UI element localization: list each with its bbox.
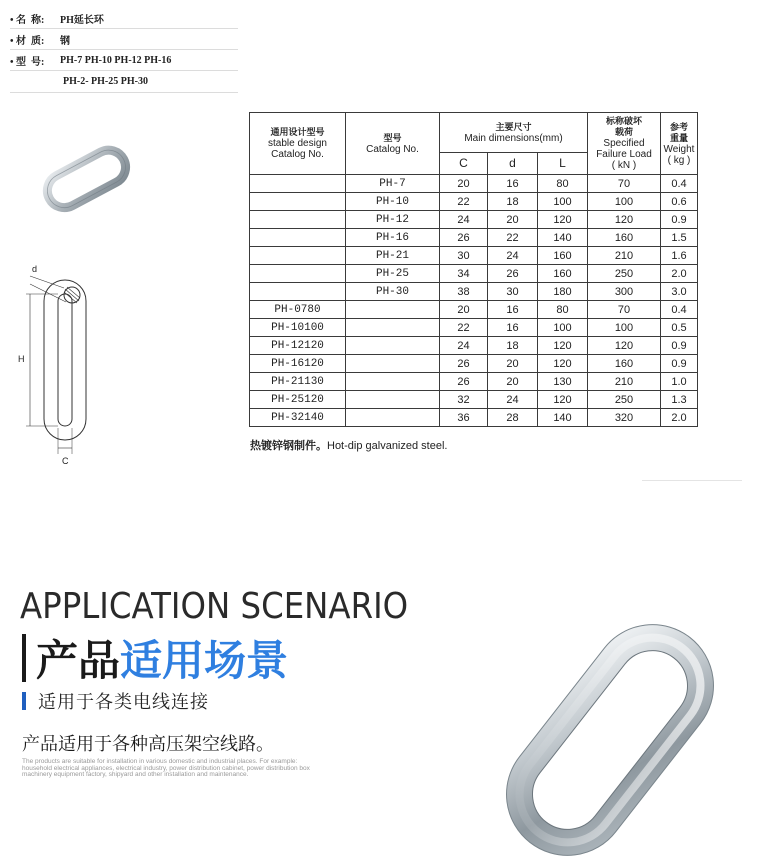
header-load-cn2: 载荷: [614, 127, 633, 137]
cell-d: 20: [488, 355, 538, 373]
spec-list: [10, 8, 238, 93]
cell-weight: 3.0: [661, 283, 698, 301]
cell-design-no: [250, 175, 346, 193]
cell-catalog-no: PH-25: [346, 265, 440, 283]
cell-weight: 1.5: [661, 229, 698, 247]
cell-weight: 0.9: [661, 355, 698, 373]
table-row: [250, 247, 698, 265]
header-design-en: stable design: [268, 138, 327, 149]
material-note-en: Hot-dip galvanized steel.: [327, 440, 448, 452]
cell-l: 120: [538, 355, 588, 373]
spec-label: • 名 称:: [10, 14, 45, 26]
table-row: [250, 229, 698, 247]
cell-l: 160: [538, 247, 588, 265]
spec-value: 钢: [60, 35, 70, 47]
cell-c: 38: [440, 283, 488, 301]
cell-d: 16: [488, 319, 538, 337]
drawing-label-h: H: [18, 354, 25, 364]
cell-d: 18: [488, 337, 538, 355]
cell-d: 30: [488, 283, 538, 301]
cell-catalog-no: [346, 373, 440, 391]
spec-table-body: [250, 175, 698, 427]
cell-design-no: [250, 229, 346, 247]
cell-d: 16: [488, 175, 538, 193]
cell-catalog-no: [346, 391, 440, 409]
table-row: [250, 391, 698, 409]
cell-d: 22: [488, 229, 538, 247]
cell-failure-load: 210: [588, 373, 661, 391]
table-row: [250, 175, 698, 193]
cell-design-no: PH-32140: [250, 409, 346, 427]
cell-failure-load: 70: [588, 301, 661, 319]
header-catalog-en: Catalog No.: [366, 143, 419, 155]
cell-catalog-no: [346, 337, 440, 355]
cell-design-no: PH-25120: [250, 391, 346, 409]
divider: [642, 480, 742, 481]
cell-c: 30: [440, 247, 488, 265]
cell-d: 24: [488, 391, 538, 409]
cell-design-no: [250, 211, 346, 229]
cell-weight: 1.0: [661, 373, 698, 391]
cell-d: 20: [488, 211, 538, 229]
table-row: [250, 301, 698, 319]
header-load-unit: ( kN ): [611, 160, 637, 171]
cell-weight: 0.4: [661, 301, 698, 319]
cell-c: 24: [440, 211, 488, 229]
cell-design-no: [250, 193, 346, 211]
cell-l: 140: [538, 409, 588, 427]
cell-failure-load: 100: [588, 193, 661, 211]
material-note: [250, 437, 447, 453]
header-dimensions: [440, 113, 588, 153]
table-row: [250, 319, 698, 337]
cell-failure-load: 320: [588, 409, 661, 427]
header-l: L: [538, 153, 588, 175]
header-load-en2: Failure Load: [596, 149, 652, 160]
header-weight: [661, 113, 698, 175]
cell-catalog-no: PH-21: [346, 247, 440, 265]
subtitle-bar: [22, 692, 26, 710]
drawing-label-c: C: [62, 456, 69, 466]
cell-c: 20: [440, 301, 488, 319]
cell-c: 20: [440, 175, 488, 193]
table-row: [250, 265, 698, 283]
cell-d: 18: [488, 193, 538, 211]
cell-catalog-no: PH-10: [346, 193, 440, 211]
application-subtitle-text: 适用于各类电线连接: [38, 692, 209, 712]
cell-l: 180: [538, 283, 588, 301]
header-d: d: [488, 153, 538, 175]
cell-failure-load: 210: [588, 247, 661, 265]
cell-design-no: PH-16120: [250, 355, 346, 373]
header-c: C: [440, 153, 488, 175]
header-design: [250, 113, 346, 175]
cell-design-no: PH-0780: [250, 301, 346, 319]
application-title-en: APPLICATION SCENARIO: [20, 586, 409, 627]
cell-design-no: PH-10100: [250, 319, 346, 337]
cell-catalog-no: [346, 301, 440, 319]
cell-failure-load: 120: [588, 211, 661, 229]
title-bar: [22, 634, 26, 682]
cell-c: 24: [440, 337, 488, 355]
cell-c: 22: [440, 319, 488, 337]
cell-l: 140: [538, 229, 588, 247]
cell-l: 100: [538, 319, 588, 337]
cell-c: 26: [440, 373, 488, 391]
table-row: [250, 193, 698, 211]
cell-design-no: PH-12120: [250, 337, 346, 355]
header-catalog: [346, 113, 440, 175]
application-subtitle: [22, 688, 209, 714]
cell-weight: 0.9: [661, 211, 698, 229]
cell-d: 24: [488, 247, 538, 265]
spec-row-model: [10, 50, 238, 71]
spec-row-name: [10, 8, 238, 29]
extension-link-photo-large: [500, 615, 720, 865]
cell-c: 36: [440, 409, 488, 427]
cell-c: 32: [440, 391, 488, 409]
cell-weight: 0.6: [661, 193, 698, 211]
cell-design-no: PH-21130: [250, 373, 346, 391]
header-dimensions-cn: 主要尺寸: [495, 121, 532, 132]
cell-c: 26: [440, 355, 488, 373]
cell-c: 22: [440, 193, 488, 211]
spec-label: • 型 号:: [10, 56, 45, 68]
cell-failure-load: 70: [588, 175, 661, 193]
cell-catalog-no: [346, 409, 440, 427]
application-description-en: The products are suitable for installation in various domestic and industrial places. For example: household electrical appliances, electrical industry, power distribution cabinet, power distribution box machinery equipment factory, shipyard and other installation and maintenance.: [22, 758, 310, 778]
spec-value: PH-7 PH-10 PH-12 PH-16: [60, 54, 172, 66]
cell-failure-load: 250: [588, 391, 661, 409]
cell-l: 160: [538, 265, 588, 283]
cell-design-no: [250, 247, 346, 265]
application-title-cn-part2: 适用场景: [120, 637, 289, 684]
cell-l: 120: [538, 391, 588, 409]
cell-weight: 0.4: [661, 175, 698, 193]
header-design-en2: Catalog No.: [271, 149, 324, 160]
application-title-cn-part1: 产品: [36, 637, 121, 684]
cell-l: 100: [538, 193, 588, 211]
cell-catalog-no: PH-16: [346, 229, 440, 247]
cell-weight: 1.6: [661, 247, 698, 265]
cell-catalog-no: [346, 355, 440, 373]
cell-failure-load: 300: [588, 283, 661, 301]
header-weight-cn1: 参考: [669, 121, 688, 132]
cell-weight: 2.0: [661, 409, 698, 427]
spec-label: • 材 质:: [10, 35, 45, 47]
cell-l: 120: [538, 337, 588, 355]
cell-design-no: [250, 283, 346, 301]
header-load-en1: Specified: [603, 138, 645, 149]
cell-catalog-no: [346, 319, 440, 337]
cell-l: 120: [538, 211, 588, 229]
extension-link-photo-small: [36, 138, 136, 218]
cell-d: 28: [488, 409, 538, 427]
cell-weight: 1.3: [661, 391, 698, 409]
material-note-cn: 热镀锌钢制件。: [250, 440, 327, 452]
spec-row-material: [10, 29, 238, 50]
cell-d: 20: [488, 373, 538, 391]
header-failure-load: [588, 113, 661, 175]
cell-catalog-no: PH-30: [346, 283, 440, 301]
cell-l: 80: [538, 175, 588, 193]
table-row: [250, 211, 698, 229]
cell-failure-load: 120: [588, 337, 661, 355]
header-weight-cn2: 重量: [669, 132, 688, 143]
cell-catalog-no: PH-7: [346, 175, 440, 193]
cell-d: 26: [488, 265, 538, 283]
header-design-cn: 通用设计型号: [270, 127, 325, 137]
header-weight-unit: ( kg ): [667, 154, 691, 166]
cell-failure-load: 160: [588, 229, 661, 247]
header-weight-en: Weight: [663, 143, 695, 155]
cell-c: 34: [440, 265, 488, 283]
header-load-cn1: 标称破坏: [605, 116, 642, 126]
table-row: [250, 409, 698, 427]
cell-l: 80: [538, 301, 588, 319]
cell-catalog-no: PH-12: [346, 211, 440, 229]
cell-failure-load: 160: [588, 355, 661, 373]
table-row: [250, 355, 698, 373]
table-row: [250, 283, 698, 301]
cell-design-no: [250, 265, 346, 283]
drawing-label-d: d: [32, 264, 38, 274]
spec-table: [249, 112, 698, 427]
header-catalog-cn: 型号: [383, 132, 402, 143]
cell-c: 26: [440, 229, 488, 247]
application-title-cn: [22, 632, 288, 684]
table-row: [250, 373, 698, 391]
cell-failure-load: 250: [588, 265, 661, 283]
cell-l: 130: [538, 373, 588, 391]
spec-value: PH延长环: [60, 14, 104, 26]
table-row: [250, 337, 698, 355]
cell-weight: 2.0: [661, 265, 698, 283]
cell-weight: 0.5: [661, 319, 698, 337]
application-description: 产品适用于各种高压架空线路。: [22, 734, 274, 754]
dimension-drawing: [8, 258, 118, 468]
cell-d: 16: [488, 301, 538, 319]
cell-weight: 0.9: [661, 337, 698, 355]
header-dimensions-en: Main dimensions(mm): [464, 132, 563, 144]
spec-row-model-continued: PH-2- PH-25 PH-30: [10, 71, 238, 93]
cell-failure-load: 100: [588, 319, 661, 337]
